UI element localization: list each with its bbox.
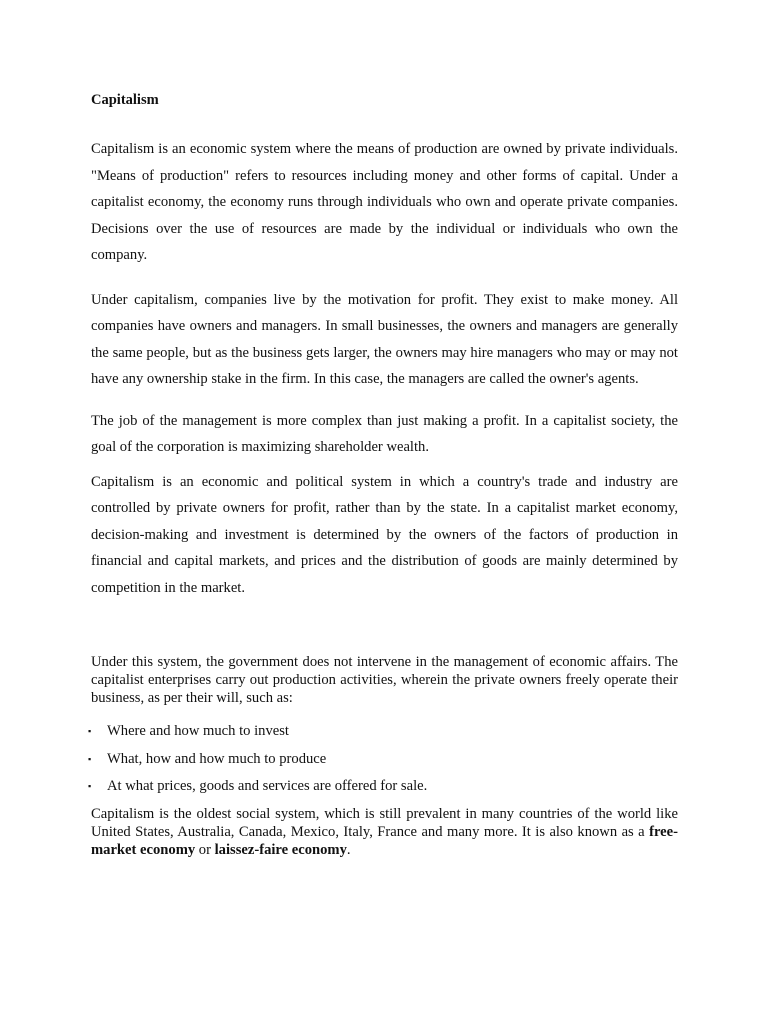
paragraph-3: The job of the management is more complex than just making a profit. In a capitalist society, the goal of the corporation is maximizing shareholder wealth. — [91, 412, 678, 455]
closing-joiner: or — [195, 841, 215, 858]
closing-text: Capitalism is the oldest social system, which is still prevalent in many countries of the world like United States, Australia, Canada, Mexico, Italy, France and many more. It is also known as a — [91, 805, 678, 840]
bullet-text: Where and how much to invest — [107, 723, 289, 739]
bullet-item-3 — [88, 777, 678, 795]
bullet-list — [88, 722, 678, 795]
paragraph-closing — [91, 805, 678, 859]
bullet-item-2 — [88, 750, 678, 768]
paragraph-2: Under capitalism, companies live by the motivation for profit. They exist to make money. All companies have owners and managers. In small businesses, the owners and managers are generally the same people, but as the business gets larger, the owners may hire managers who may or may not have any ownership stake in the firm. In this case, the managers are called the owner's agents. — [91, 291, 678, 387]
bullet-item-1 — [88, 722, 678, 740]
term-free-market-economy: free-market economy — [91, 823, 678, 858]
paragraph-4: Capitalism is an economic and political system in which a country's trade and industry are controlled by private owners for profit, rather than by the state. In a capitalist market economy, decision-making and investment is determined by the owners of the factors of production in financial and capital markets, and prices and the distribution of goods are mainly determined by competition in the market. — [91, 473, 678, 596]
bullet-square-icon: ▪ — [88, 753, 92, 764]
paragraph-5: Under this system, the government does not intervene in the management of economic affairs. The capitalist enterprises carry out production activities, wherein the private owners freely operate their business, as per their will, such as: — [91, 654, 678, 706]
bullet-text: At what prices, goods and services are offered for sale. — [107, 778, 428, 794]
bullet-square-icon: ▪ — [88, 781, 92, 791]
bullet-text: What, how and how much to produce — [107, 750, 327, 767]
bullet-square-icon: ▪ — [88, 726, 92, 736]
closing-end: . — [346, 841, 351, 858]
document-title: Capitalism — [91, 92, 159, 108]
paragraph-1: Capitalism is an economic system where the means of production are owned by private individuals. "Means of production" refers to resources including money and other forms of capital. Under a capitalist economy, the economy runs through individuals who own and operate private companies. Decisions over the use of resources are made by the individual or individuals who own the company. — [91, 141, 678, 263]
term-laissez-faire-economy: laissez-faire economy — [214, 841, 347, 858]
